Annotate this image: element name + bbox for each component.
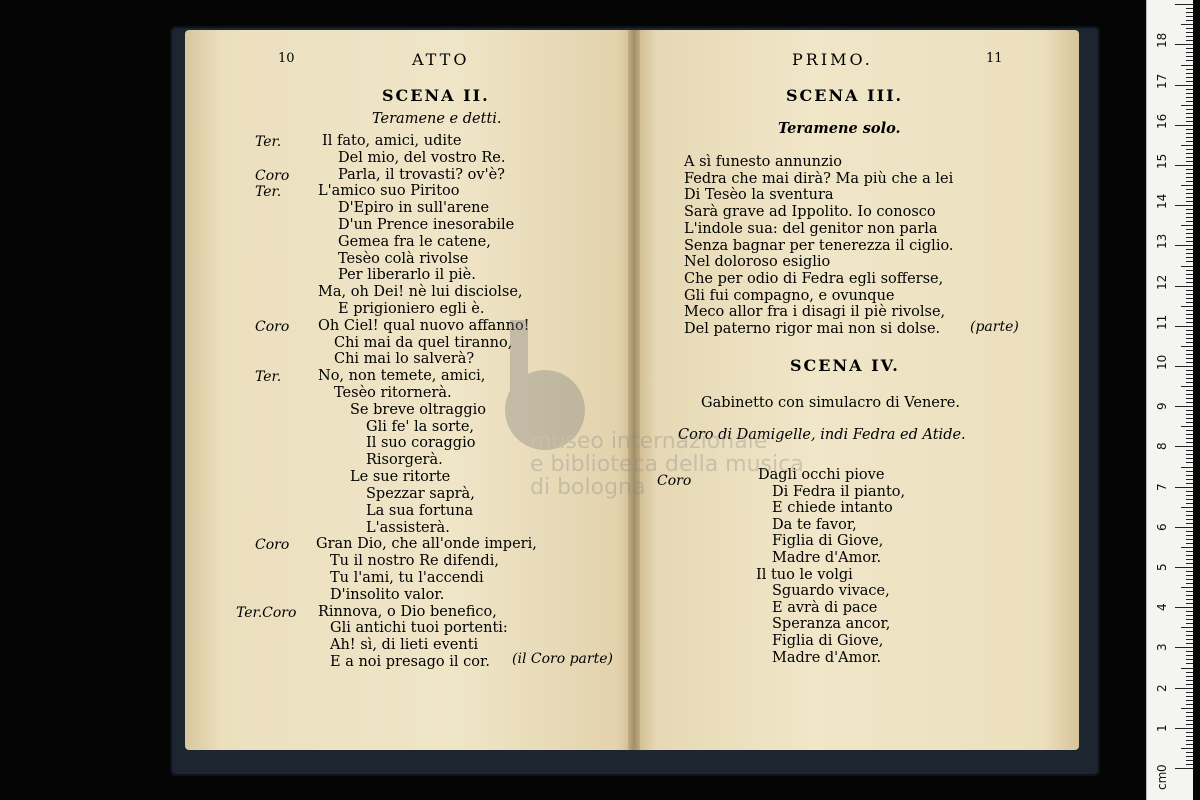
ruler-number: 3 [1155,643,1169,652]
verse-line: Speranza ancor, [772,616,891,633]
speaker-label: Ter. [255,184,282,201]
ruler-tick [1186,77,1193,78]
scene-4-setting: Gabinetto con simulacro di Venere. [701,395,960,411]
ruler-tick [1175,44,1193,45]
ruler-tick [1186,382,1193,383]
ruler-tick [1186,81,1193,82]
verse-line: E chiede intanto [772,500,893,517]
ruler-tick [1175,165,1193,166]
verse-line: Le sue ritorte [350,469,451,485]
verse-line: Tesèo colà rivolse [338,250,469,267]
ruler-tick [1186,676,1193,677]
running-header-left: ATTO [412,50,470,69]
verse-line: La sua fortuna [366,502,474,519]
verse-line: Chi mai lo salverà? [334,351,475,368]
ruler-tick [1186,93,1193,94]
ruler-tick [1186,358,1193,359]
ruler-tick [1186,233,1193,234]
speaker-label: Ter. [255,369,282,386]
verse-line: Risorgerà. [366,452,443,469]
verse-line: Fedra che mai dirà? Ma più che a lei [684,170,954,187]
ruler-tick [1186,193,1193,194]
ruler-tick [1186,724,1193,725]
verse-line: Madre d'Amor. [772,550,882,566]
verse-line: Del mio, del vostro Re. [338,149,506,166]
ruler-tick [1186,229,1193,230]
ruler-tick [1186,121,1193,122]
speaker-label: Coro [255,167,290,184]
verse-line: L'assisterà. [366,519,450,536]
ruler-tick [1181,426,1193,427]
scene-4-characters: Coro di Damigelle, indi Fedra ed Atide. [678,427,966,443]
ruler-tick [1175,85,1193,86]
ruler-tick [1186,555,1193,556]
ruler-tick [1175,4,1193,5]
ruler-tick [1175,607,1193,608]
verse-line: Senza bagnar per tenerezza il ciglio. [684,237,954,254]
verse-line: Il tuo le volgi [756,566,853,583]
verse-line: Da te favor, [772,516,857,533]
ruler-tick [1186,169,1193,170]
ruler-tick [1186,334,1193,335]
ruler-number: 7 [1155,482,1169,491]
scene-2-subtitle: Teramene e detti. [372,111,502,127]
ruler-tick [1186,615,1193,616]
ruler-tick [1186,462,1193,463]
verse-line: Che per odio di Fedra egli sofferse, [684,270,944,287]
ruler-tick [1186,551,1193,552]
ruler-tick [1186,700,1193,701]
verse-line: No, non temete, amici, [318,368,486,385]
ruler-tick [1186,318,1193,319]
ruler-tick [1186,181,1193,182]
ruler-tick [1186,274,1193,275]
verse-line: Sarà grave ad Ippolito. Io conosco [684,204,936,221]
ruler-tick [1186,740,1193,741]
verse-line: Gran Dio, che all'onde imperi, [316,536,537,553]
ruler-tick [1186,237,1193,238]
ruler-tick [1186,756,1193,757]
ruler-tick [1186,519,1193,520]
ruler-tick [1181,587,1193,588]
ruler-tick [1186,217,1193,218]
ruler-tick [1175,286,1193,287]
verse-line: D'insolito valor. [330,586,445,603]
verse-line: Il fato, amici, udite [322,133,462,149]
verse-line: D'Epiro in sull'arene [338,200,490,217]
verse-line: Oh Ciel! qual nuovo affanno! [318,317,530,334]
verse-line: Tu l'ami, tu l'accendi [330,570,484,586]
ruler-tick [1186,241,1193,242]
verse-line: Parla, il trovasti? ov'è? [338,166,505,183]
ruler-tick [1186,684,1193,685]
ruler-tick [1186,643,1193,644]
ruler-tick [1186,298,1193,299]
book-gutter [628,30,640,750]
ruler-tick [1186,619,1193,620]
ruler-number: 10 [1155,354,1169,370]
ruler-tick [1186,322,1193,323]
ruler-tick [1181,266,1193,267]
ruler-tick [1186,639,1193,640]
ruler-tick [1181,467,1193,468]
verse-line: Ma, oh Dei! nè lui disciolse, [318,284,523,301]
ruler-tick [1186,515,1193,516]
ruler-tick [1181,65,1193,66]
ruler-tick [1186,760,1193,761]
ruler-tick [1186,253,1193,254]
ruler-tick [1186,197,1193,198]
ruler-number: 16 [1155,113,1169,129]
ruler-tick [1186,442,1193,443]
ruler-tick [1186,414,1193,415]
ruler-number: 5 [1155,563,1169,571]
verse-line: Meco allor fra i disagi il piè rivolse, [684,304,946,321]
verse-line: Tesèo ritornerà. [334,385,452,401]
ruler-tick [1186,623,1193,624]
ruler-unit: cm [1155,771,1169,790]
ruler-tick [1186,157,1193,158]
ruler-tick [1186,282,1193,283]
stage-direction-parte: (parte) [970,319,1019,335]
verse-line: Rinnova, o Dio benefico, [318,603,497,620]
ruler-tick [1186,458,1193,459]
ruler-tick [1186,635,1193,636]
ruler-tick [1186,603,1193,604]
ruler-number: 17 [1155,73,1169,89]
ruler-tick [1186,310,1193,311]
ruler-tick [1181,185,1193,186]
ruler-tick [1186,535,1193,536]
running-header-right: PRIMO. [792,50,873,69]
ruler-number: 9 [1155,402,1169,411]
ruler-tick [1186,680,1193,681]
ruler-tick [1186,663,1193,664]
speaker-label: Ter.Coro [236,604,297,621]
ruler-tick [1186,611,1193,612]
ruler-tick [1186,362,1193,363]
ruler-tick [1181,346,1193,347]
ruler-tick [1186,153,1193,154]
ruler-number: 2 [1155,683,1169,692]
ruler-tick [1186,161,1193,162]
ruler-tick [1186,696,1193,697]
ruler-tick [1186,354,1193,355]
ruler-tick [1186,73,1193,74]
ruler-tick [1186,36,1193,37]
verse-line: Il suo coraggio [366,435,476,452]
ruler-number: 6 [1155,523,1169,531]
verse-line: L'indole sua: del genitor non parla [684,220,938,237]
ruler-tick [1186,655,1193,656]
ruler-number: 15 [1155,153,1169,169]
ruler-tick [1186,89,1193,90]
ruler-tick [1181,386,1193,387]
ruler-number: 12 [1155,274,1169,290]
ruler-tick [1186,563,1193,564]
ruler-tick [1186,495,1193,496]
ruler-tick [1186,374,1193,375]
ruler-tick [1186,712,1193,713]
ruler-tick [1186,591,1193,592]
ruler-tick [1186,418,1193,419]
speaker-label: Coro [255,318,290,335]
ruler-tick [1181,306,1193,307]
ruler-tick [1186,350,1193,351]
ruler-tick [1181,627,1193,628]
verse-line: Del paterno rigor mai non si dolse. [684,321,941,337]
ruler-tick [1186,290,1193,291]
ruler-tick [1186,736,1193,737]
verse-line: A sì funesto annunzio [684,154,843,170]
scene-2-title: SCENA II. [382,86,490,105]
scene-4-title: SCENA IV. [790,356,900,375]
ruler-tick [1186,583,1193,584]
ruler-tick [1186,732,1193,733]
ruler-tick [1186,571,1193,572]
ruler-tick [1181,507,1193,508]
ruler-tick [1181,145,1193,146]
verse-line: Tu il nostro Re difendi, [330,553,499,570]
ruler-tick [1181,547,1193,548]
ruler-tick [1175,688,1193,689]
ruler-number: 0 [1155,764,1169,772]
ruler-tick [1186,704,1193,705]
ruler-tick [1181,105,1193,106]
verse-line: E avrà di pace [772,599,878,616]
ruler-tick [1186,342,1193,343]
verse-line: Gemea fra le catene, [338,233,491,250]
ruler-number: 8 [1155,442,1169,451]
ruler-tick [1175,245,1193,246]
verse-line: Ah! sì, di lieti eventi [330,637,479,654]
ruler-tick [1186,338,1193,339]
ruler-tick [1186,559,1193,560]
verse-line: E prigioniero egli è. [338,301,485,317]
ruler-tick [1186,752,1193,753]
watermark-line-3: di bologna [530,475,646,500]
ruler-tick [1186,52,1193,53]
ruler-number: 11 [1155,314,1169,330]
ruler-tick [1186,430,1193,431]
ruler-tick [1186,20,1193,21]
ruler-tick [1186,398,1193,399]
ruler-tick [1175,326,1193,327]
page-number-right: 11 [986,51,1003,66]
ruler-tick [1186,16,1193,17]
ruler-tick [1175,366,1193,367]
ruler-tick [1186,294,1193,295]
ruler-tick [1186,491,1193,492]
ruler-tick [1186,261,1193,262]
verse-line: Di Tesèo la sventura [684,187,834,204]
verse-line: L'amico suo Piritoo [318,183,460,200]
ruler-tick [1186,720,1193,721]
ruler-tick [1186,8,1193,9]
ruler-tick [1186,599,1193,600]
verse-line: Gli fui compagno, e ovunque [684,287,895,304]
ruler-tick [1186,213,1193,214]
ruler-tick [1186,48,1193,49]
verse-line: Sguardo vivace, [772,583,890,600]
ruler-tick [1175,567,1193,568]
ruler-tick [1186,410,1193,411]
verse-line: Se breve oltraggio [350,401,487,418]
verse-line: E a noi presago il cor. [330,654,490,670]
ruler-tick [1186,503,1193,504]
verse-line: Gli fe' la sorte, [366,418,475,435]
ruler-tick [1186,531,1193,532]
ruler-tick [1175,446,1193,447]
ruler-tick [1186,434,1193,435]
ruler-tick [1186,595,1193,596]
speaker-label: Coro [255,537,290,554]
ruler-tick [1186,249,1193,250]
ruler-tick [1186,177,1193,178]
verse-line: Nel doloroso esiglio [684,254,831,271]
ruler-tick [1186,390,1193,391]
ruler-tick [1186,117,1193,118]
ruler-tick [1186,378,1193,379]
ruler-tick [1186,109,1193,110]
ruler-tick [1186,454,1193,455]
ruler-tick [1186,12,1193,13]
ruler-tick [1186,32,1193,33]
ruler-tick [1186,40,1193,41]
ruler-tick [1186,97,1193,98]
ruler-tick [1175,527,1193,528]
measurement-ruler [1146,0,1193,800]
verse-line: Di Fedra il pianto, [772,483,906,500]
scene-3-subtitle: Teramene solo. [778,120,901,137]
ruler-tick [1175,728,1193,729]
ruler-tick [1186,101,1193,102]
ruler-tick [1186,438,1193,439]
ruler-tick [1186,651,1193,652]
ruler-number: 14 [1155,193,1169,210]
ruler-tick [1186,330,1193,331]
ruler-tick [1186,370,1193,371]
ruler-tick [1186,278,1193,279]
ruler-tick [1186,575,1193,576]
ruler-number: 18 [1155,33,1169,49]
ruler-tick [1186,511,1193,512]
ruler-tick [1186,422,1193,423]
ruler-tick [1186,60,1193,61]
ruler-tick [1175,125,1193,126]
ruler-tick [1186,394,1193,395]
ruler-tick [1186,539,1193,540]
ruler-tick [1186,133,1193,134]
verse-line: Chi mai da quel tiranno, [334,334,513,351]
ruler-tick [1186,692,1193,693]
ruler-tick [1186,314,1193,315]
ruler-tick [1186,302,1193,303]
ruler-tick [1186,579,1193,580]
ruler-tick [1186,450,1193,451]
verse-line: Gli antichi tuoi portenti: [330,620,508,637]
ruler-tick [1186,149,1193,150]
ruler-tick [1186,744,1193,745]
verse-line: Per liberarlo il piè. [338,267,476,284]
ruler-tick [1175,406,1193,407]
ruler-tick [1186,129,1193,130]
ruler-tick [1186,471,1193,472]
ruler-number: 13 [1155,234,1169,250]
ruler-tick [1186,257,1193,258]
ruler-tick [1186,69,1193,70]
ruler-tick [1181,668,1193,669]
ruler-tick [1181,748,1193,749]
ruler-tick [1186,631,1193,632]
ruler-number: 1 [1155,724,1169,732]
ruler-tick [1186,499,1193,500]
ruler-tick [1181,24,1193,25]
ruler-tick [1186,209,1193,210]
ruler-tick [1186,173,1193,174]
ruler-tick [1186,113,1193,114]
ruler-tick [1175,487,1193,488]
ruler-tick [1186,483,1193,484]
verse-line: D'un Prence inesorabile [338,217,515,233]
ruler-tick [1186,270,1193,271]
ruler-tick [1186,221,1193,222]
verse-line: Figlia di Giove, [772,633,884,649]
ruler-tick [1181,708,1193,709]
ruler-tick [1186,659,1193,660]
verse-line: Spezzar saprà, [366,485,475,502]
ruler-tick [1186,56,1193,57]
ruler-tick [1186,402,1193,403]
ruler-tick [1186,28,1193,29]
verse-line: Dagli occhi piove [758,467,885,483]
verse-line: Figlia di Giove, [772,533,884,550]
ruler-tick [1186,137,1193,138]
ruler-tick [1186,201,1193,202]
stage-direction-exit: (il Coro parte) [512,651,613,667]
ruler-tick [1186,475,1193,476]
watermark-line-2: e biblioteca della musica [530,452,804,477]
ruler-number: 4 [1155,603,1169,612]
ruler-tick [1175,205,1193,206]
ruler-tick [1186,543,1193,544]
ruler-tick [1186,141,1193,142]
watermark-line-1: museo internazionale [530,429,768,454]
scene-3-title: SCENA III. [786,86,904,105]
ruler-tick [1186,479,1193,480]
verse-line: Madre d'Amor. [772,649,882,666]
ruler-tick [1186,716,1193,717]
ruler-tick [1186,764,1193,765]
page-number-left: 10 [278,51,295,66]
ruler-tick [1175,647,1193,648]
ruler-tick [1186,189,1193,190]
speaker-label: Ter. [255,134,282,150]
ruler-tick [1186,672,1193,673]
ruler-tick [1175,768,1193,769]
speaker-label: Coro [657,473,692,489]
ruler-tick [1186,523,1193,524]
ruler-tick [1181,225,1193,226]
